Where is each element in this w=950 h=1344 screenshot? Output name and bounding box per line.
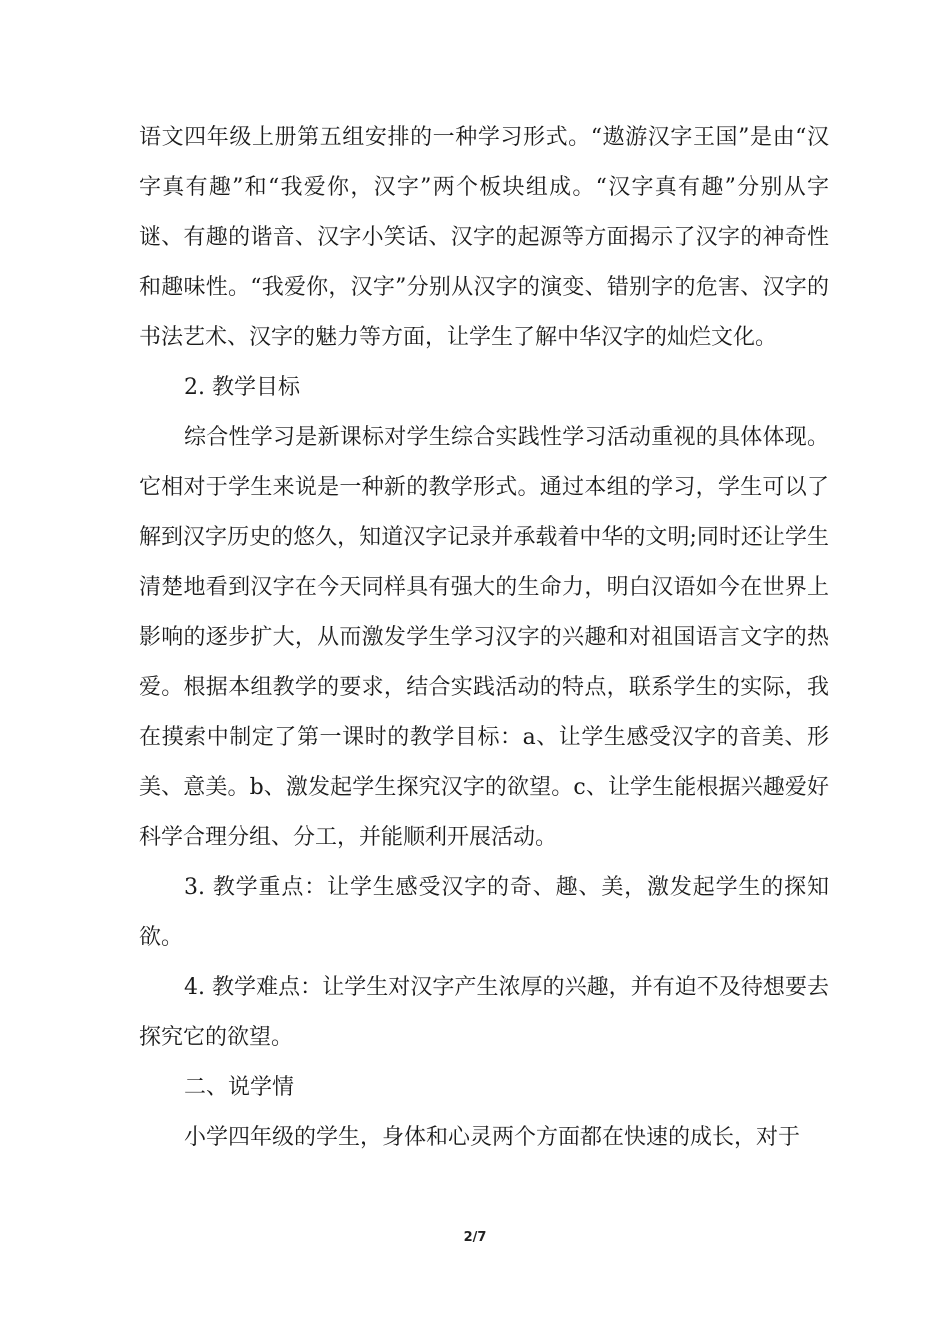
heading-student-analysis: 二、说学情 (184, 1075, 295, 1100)
paragraph-teaching-focus: 3. 教学重点：让学生感受汉字的奇、趣、美，激发起学生的探知欲。 (139, 875, 829, 950)
paragraph-teaching-goals: 综合性学习是新课标对学生综合实践性学习活动重视的具体体现。它相对于学生来说是一种新的教学形式。通过本组的学习，学生可以了解到汉字历史的悠久，知道汉字记录并承载着中华的文明;同时还让学生清楚地看到汉字在今天同样具有强大的生命力，明白汉语如今在世界上影响的逐步扩大，从而激发学生学习汉字的兴趣和对祖国语言文字的热爱。根据本组教学的要求，结合实践活动的特点，联系学生的实际，我在摸索中制定了第一课时的教学目标：a、让学生感受汉字的音美、形美、意美。b、激发起学生探究汉字的欲望。c、让学生能根据兴趣爱好科学合理分组、分工，并能顺利开展活动。 (139, 425, 829, 850)
paragraph-teaching-difficulty: 4. 教学难点：让学生对汉字产生浓厚的兴趣，并有迫不及待想要去探究它的欲望。 (139, 975, 829, 1050)
page-number: 2/7 (463, 1230, 487, 1245)
paragraph-student-analysis: 小学四年级的学生，身体和心灵两个方面都在快速的成长，对于 (184, 1125, 801, 1150)
document-body (139, 113, 829, 1163)
heading-teaching-goals: 2. 教学目标 (184, 375, 300, 400)
paragraph-textbook-intro: 语文四年级上册第五组安排的一种学习形式。“遨游汉字王国”是由“汉字真有趣”和“我爱你，汉字”两个板块组成。“汉字真有趣”分别从字谜、有趣的谐音、汉字小笑话、汉字的起源等方面揭示了汉字的神奇性和趣味性。“我爱你，汉字”分别从汉字的演变、错别字的危害、汉字的书法艺术、汉字的魅力等方面，让学生了解中华汉字的灿烂文化。 (139, 125, 829, 350)
